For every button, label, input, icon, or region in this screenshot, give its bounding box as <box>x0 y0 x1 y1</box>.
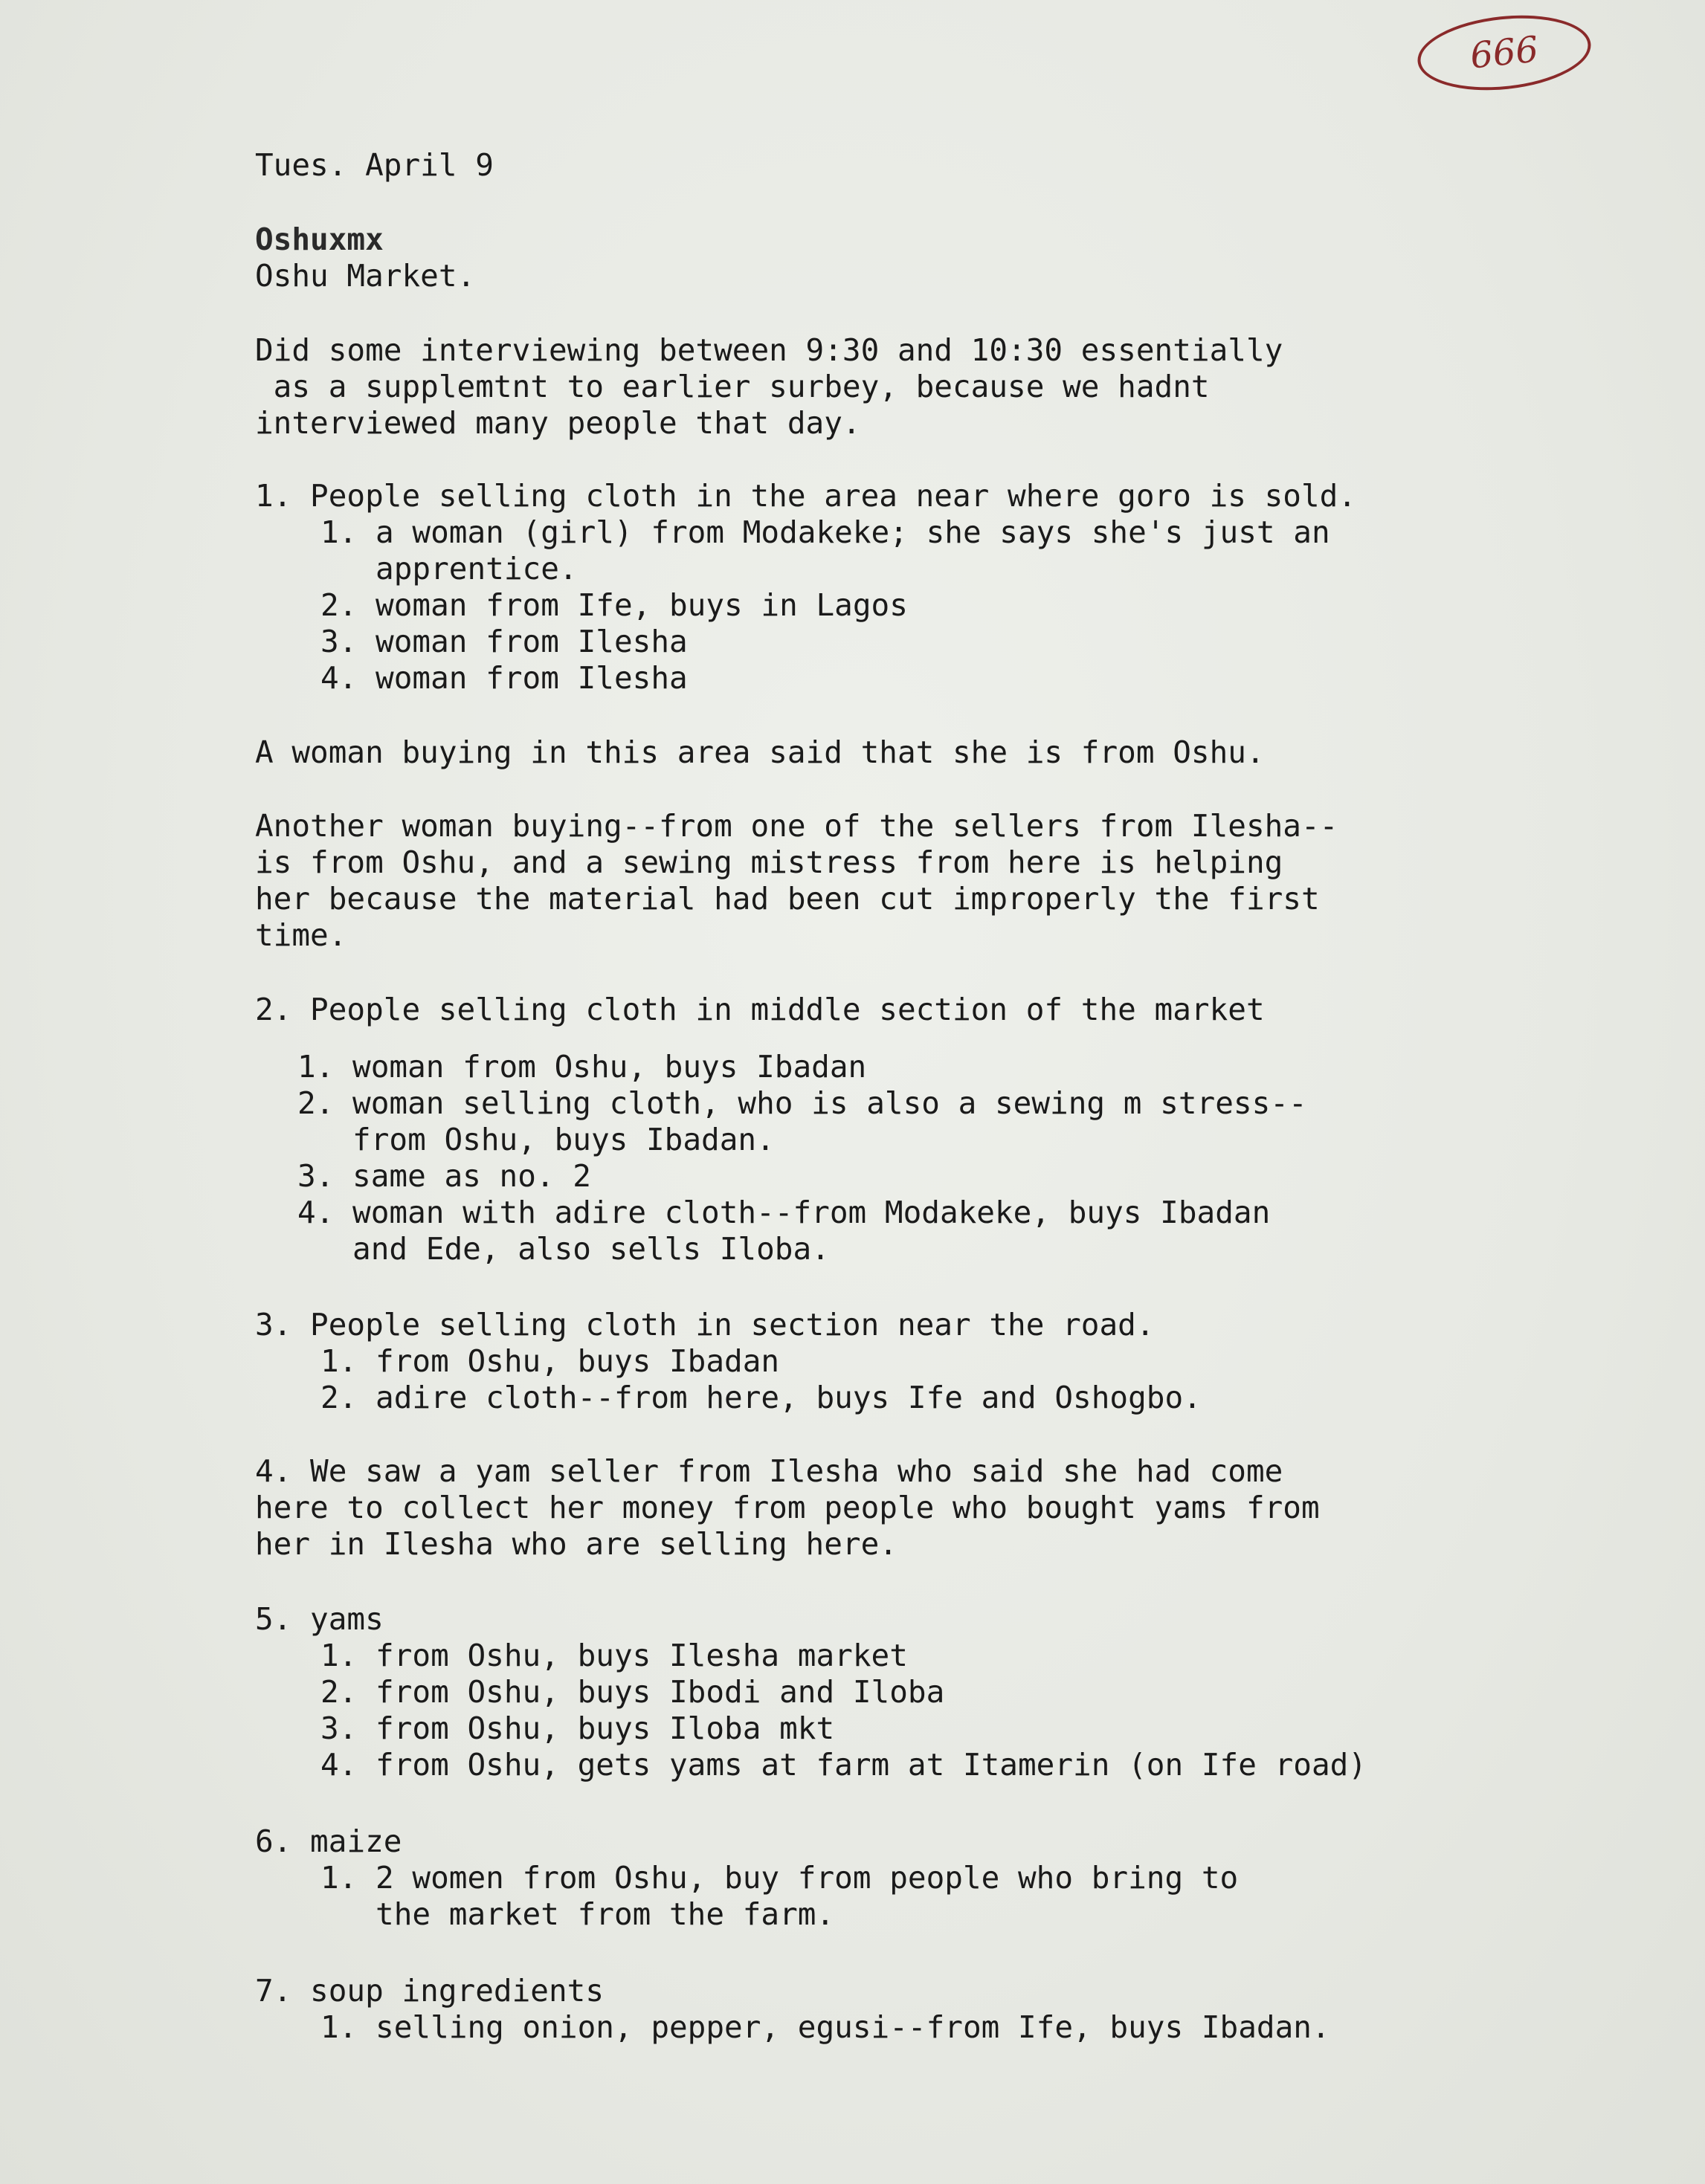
section-7-heading: 7. soup ingredients <box>255 1973 604 2009</box>
crossed-out-heading: Oshuxmx <box>255 222 384 257</box>
section-4-line-1: 4. We saw a yam seller from Ilesha who said she had come <box>255 1453 1283 1489</box>
section-1-item: 4. woman from Ilesha <box>320 660 688 696</box>
intro-line-3: interviewed many people that day. <box>255 405 861 441</box>
page-number-stamp: 666 <box>1414 7 1595 98</box>
section-1-heading: 1. People selling cloth in the area near where goro is sold. <box>255 478 1357 514</box>
section-5-item: 2. from Oshu, buys Ibodi and Iloba <box>320 1674 945 1710</box>
section-5-item: 3. from Oshu, buys Iloba mkt <box>320 1710 835 1746</box>
section-2-item: from Oshu, buys Ibadan. <box>297 1122 775 1157</box>
section-3-heading: 3. People selling cloth in section near the road. <box>255 1307 1155 1343</box>
note-1: A woman buying in this area said that she is from Oshu. <box>255 734 1265 770</box>
section-6-item: the market from the farm. <box>320 1896 835 1932</box>
section-3-item: 1. from Oshu, buys Ibadan <box>320 1343 780 1379</box>
document-title: Oshu Market. <box>255 258 476 294</box>
section-2-item: and Ede, also sells Iloba. <box>297 1231 830 1267</box>
note-2-line-2: is from Oshu, and a sewing mistress from here is helping <box>255 844 1283 880</box>
section-4-line-2: here to collect her money from people who bought yams from <box>255 1490 1320 1525</box>
section-6-heading: 6. maize <box>255 1823 402 1859</box>
section-5-item: 1. from Oshu, buys Ilesha market <box>320 1638 908 1673</box>
section-2-item: 1. woman from Oshu, buys Ibadan <box>297 1049 867 1085</box>
section-2-heading: 2. People selling cloth in middle section of the market <box>255 992 1265 1027</box>
intro-line-2: as a supplemtnt to earlier surbey, because we hadnt <box>255 369 1210 404</box>
section-5-heading: 5. yams <box>255 1601 384 1637</box>
intro-line-1: Did some interviewing between 9:30 and 10:30 essentially <box>255 332 1283 368</box>
section-3-item: 2. adire cloth--from here, buys Ife and Oshogbo. <box>320 1380 1202 1415</box>
section-5-item: 4. from Oshu, gets yams at farm at Itamerin (on Ife road) <box>320 1747 1367 1783</box>
section-1-item: 2. woman from Ife, buys in Lagos <box>320 587 908 623</box>
note-2-line-1: Another woman buying--from one of the sellers from Ilesha-- <box>255 808 1338 844</box>
section-1-item: apprentice. <box>320 551 578 587</box>
section-2-item: 3. same as no. 2 <box>297 1158 591 1194</box>
section-1-item: 1. a woman (girl) from Modakeke; she says she's just an <box>320 514 1330 550</box>
section-7-item: 1. selling onion, pepper, egusi--from Ife, buys Ibadan. <box>320 2009 1330 2045</box>
section-2-item: 4. woman with adire cloth--from Modakeke, buys Ibadan <box>297 1195 1271 1230</box>
section-1-item: 3. woman from Ilesha <box>320 624 688 659</box>
note-2-line-4: time. <box>255 917 347 953</box>
note-2-line-3: her because the material had been cut improperly the first <box>255 881 1320 917</box>
section-6-item: 1. 2 women from Oshu, buy from people who bring to <box>320 1860 1239 1896</box>
date-line: Tues. April 9 <box>255 147 494 183</box>
section-4-line-3: her in Ilesha who are selling here. <box>255 1526 897 1562</box>
section-2-item: 2. woman selling cloth, who is also a sewing m stress-- <box>297 1085 1307 1121</box>
